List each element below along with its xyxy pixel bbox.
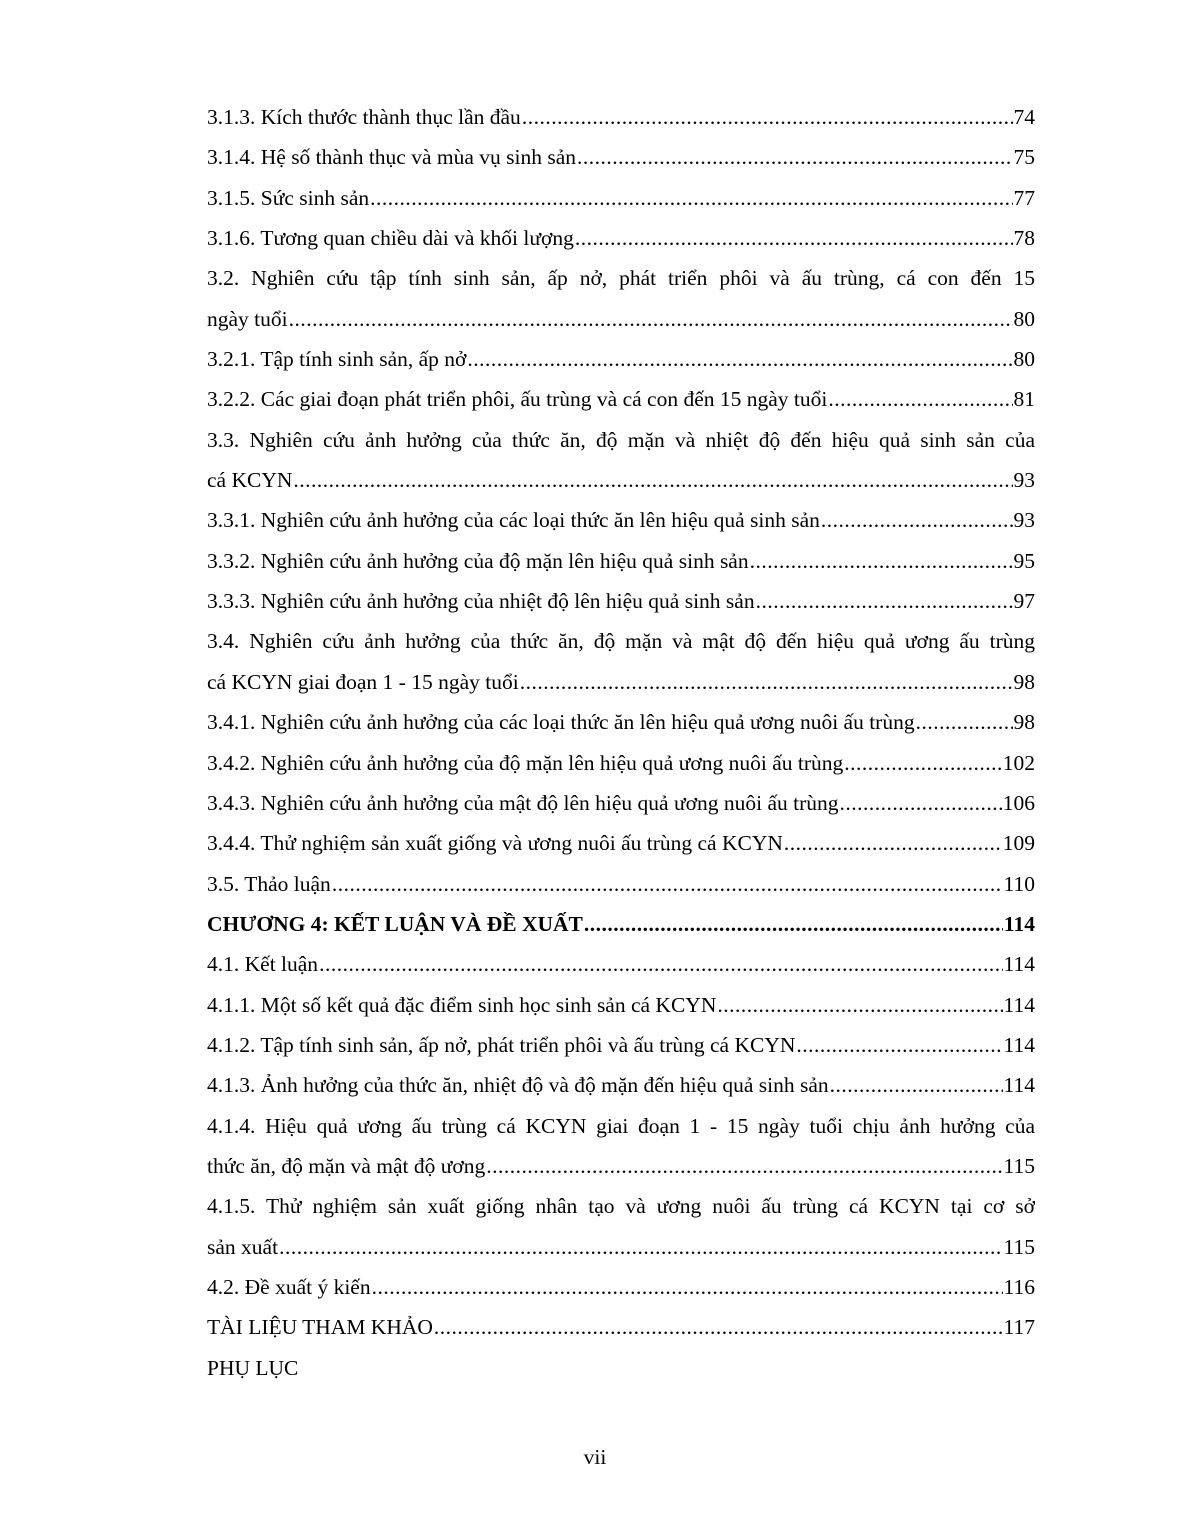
toc-page-number: 98 xyxy=(1013,710,1035,735)
toc-entry[interactable] xyxy=(207,218,1035,258)
toc-entry[interactable] xyxy=(207,944,1035,984)
toc-page-number: 80 xyxy=(1013,306,1035,331)
dot-leader xyxy=(916,702,1013,742)
dot-leader xyxy=(828,379,1012,419)
toc-entry-title: 3.4.3. Nghiên cứu ảnh hưởng của mật độ lên hiệu quả ương nuôi ấu trùng xyxy=(207,790,839,815)
dot-leader xyxy=(372,1267,1003,1307)
toc-entry[interactable] xyxy=(207,783,1035,823)
dot-leader xyxy=(289,299,1013,339)
toc-page-number: 75 xyxy=(1013,145,1035,170)
toc-entry-title: 4.2. Đề xuất ý kiến xyxy=(207,1274,371,1299)
toc-entry[interactable] xyxy=(207,621,1035,702)
dot-leader xyxy=(522,97,1013,137)
toc-entry[interactable] xyxy=(207,864,1035,904)
dot-leader xyxy=(467,339,1012,379)
toc-page-number: 95 xyxy=(1013,548,1035,573)
dot-leader xyxy=(830,1065,1003,1105)
toc-entry[interactable] xyxy=(207,1186,1035,1267)
dot-leader xyxy=(319,944,1002,984)
dot-leader xyxy=(332,864,1003,904)
toc-page-number: 98 xyxy=(1013,669,1035,694)
toc-entry-title: 3.2.2. Các giai đoạn phát triển phôi, ấu trùng và cá con đến 15 ngày tuổi xyxy=(207,387,828,412)
toc-entry-title: 3.3.2. Nghiên cứu ảnh hưởng của độ mặn lên hiệu quả sinh sản xyxy=(207,548,749,573)
dot-leader xyxy=(840,783,1002,823)
toc-entry-title: 3.5. Thảo luận xyxy=(207,871,331,896)
toc-entry[interactable] xyxy=(207,1348,1035,1388)
toc-entry[interactable] xyxy=(207,97,1035,137)
toc-entry-title: cá KCYN giai đoạn 1 - 15 ngày tuổi xyxy=(207,669,519,694)
dot-leader xyxy=(575,218,1013,258)
toc-entry[interactable] xyxy=(207,1267,1035,1307)
table-of-contents xyxy=(207,97,1035,1388)
toc-entry-title: 3.1.3. Kích thước thành thục lần đầu xyxy=(207,105,521,129)
toc-entry[interactable] xyxy=(207,743,1035,783)
toc-page-number: 115 xyxy=(1003,1234,1035,1259)
dot-leader xyxy=(584,904,1003,944)
toc-entry[interactable] xyxy=(207,1025,1035,1065)
toc-entry[interactable] xyxy=(207,420,1035,501)
toc-entry[interactable] xyxy=(207,379,1035,419)
toc-entry[interactable] xyxy=(207,137,1035,177)
dot-leader xyxy=(577,137,1012,177)
toc-entry-title: 3.2.1. Tập tính sinh sản, ấp nở xyxy=(207,347,467,372)
toc-entry[interactable] xyxy=(207,904,1035,944)
toc-page-number: 81 xyxy=(1013,387,1035,412)
toc-entry-title: 4.1. Kết luận xyxy=(207,952,319,977)
dot-leader xyxy=(434,1307,1003,1347)
toc-entry-title: 3.1.6. Tương quan chiều dài và khối lượng xyxy=(207,226,574,251)
toc-entry[interactable] xyxy=(207,339,1035,379)
dot-leader xyxy=(370,178,1012,218)
toc-entry-title: sản xuất xyxy=(207,1234,279,1259)
toc-page-number: 114 xyxy=(1003,952,1035,977)
toc-entry[interactable] xyxy=(207,985,1035,1025)
toc-entry-title: 4.1.2. Tập tính sinh sản, ấp nở, phát triển phôi và ấu trùng cá KCYN xyxy=(207,1032,796,1057)
dot-leader xyxy=(784,823,1002,863)
toc-entry-title: 3.4.4. Thử nghiệm sản xuất giống và ương nuôi ấu trùng cá KCYN xyxy=(207,831,783,856)
toc-entry-title: 4.1.3. Ảnh hưởng của thức ăn, nhiệt độ và độ mặn đến hiệu quả sinh sản xyxy=(207,1073,829,1098)
toc-entry-title: 4.1.5. Thử nghiệm sản xuất giống nhân tạo và ương nuôi ấu trùng cá KCYN tại cơ sở xyxy=(207,1194,1035,1219)
toc-page-number: 93 xyxy=(1013,508,1035,533)
toc-page-number: 116 xyxy=(1003,1274,1035,1299)
toc-page-number: 109 xyxy=(1002,831,1035,856)
toc-entry-title: 3.2. Nghiên cứu tập tính sinh sản, ấp nở, phát triển phôi và ấu trùng, cá con đến 15 xyxy=(207,266,1035,291)
toc-entry[interactable] xyxy=(207,541,1035,581)
toc-entry-title: 3.4. Nghiên cứu ảnh hưởng của thức ăn, độ mặn và mật độ đến hiệu quả ương ấu trùng xyxy=(207,629,1035,654)
toc-entry-title: 3.1.5. Sức sinh sản xyxy=(207,185,370,210)
toc-entry-title: ngày tuổi xyxy=(207,306,288,331)
toc-entry-title: PHỤ LỤC xyxy=(207,1355,299,1380)
toc-entry-title: cá KCYN xyxy=(207,468,293,493)
toc-entry[interactable] xyxy=(207,702,1035,742)
dot-leader xyxy=(486,1146,1002,1186)
toc-entry-title: 3.3.1. Nghiên cứu ảnh hưởng của các loại thức ăn lên hiệu quả sinh sản xyxy=(207,508,820,533)
toc-entry[interactable] xyxy=(207,823,1035,863)
toc-entry-title: 3.4.1. Nghiên cứu ảnh hưởng của các loại thức ăn lên hiệu quả ương nuôi ấu trùng xyxy=(207,710,915,735)
toc-entry-title: CHƯƠNG 4: KẾT LUẬN VÀ ĐỀ XUẤT xyxy=(207,911,583,936)
toc-entry[interactable] xyxy=(207,258,1035,339)
dot-leader xyxy=(717,985,1002,1025)
dot-leader xyxy=(750,541,1013,581)
toc-entry[interactable] xyxy=(207,1065,1035,1105)
dot-leader xyxy=(756,581,1013,621)
toc-page-number: 77 xyxy=(1013,185,1035,210)
toc-entry[interactable] xyxy=(207,1106,1035,1187)
dot-leader xyxy=(279,1227,1002,1267)
toc-entry-title: thức ăn, độ mặn và mật độ ương xyxy=(207,1153,486,1178)
toc-page-number: 117 xyxy=(1003,1315,1035,1340)
toc-page-number: 110 xyxy=(1003,871,1035,896)
toc-entry-title: 3.3. Nghiên cứu ảnh hưởng của thức ăn, độ mặn và nhiệt độ đến hiệu quả sinh sản của xyxy=(207,427,1035,452)
toc-entry[interactable] xyxy=(207,178,1035,218)
toc-entry-title: 4.1.1. Một số kết quả đặc điểm sinh học sinh sản cá KCYN xyxy=(207,992,717,1017)
dot-leader xyxy=(796,1025,1002,1065)
toc-page-number: 114 xyxy=(1003,1032,1035,1057)
toc-page-number: 97 xyxy=(1013,589,1035,614)
toc-entry-title: 3.3.3. Nghiên cứu ảnh hưởng của nhiệt độ lên hiệu quả sinh sản xyxy=(207,589,755,614)
toc-page-number: 106 xyxy=(1002,790,1035,815)
toc-entry-title: 4.1.4. Hiệu quả ương ấu trùng cá KCYN giai đoạn 1 - 15 ngày tuổi chịu ảnh hưởng của xyxy=(207,1113,1035,1138)
toc-entry-title: 3.4.2. Nghiên cứu ảnh hưởng của độ mặn lên hiệu quả ương nuôi ấu trùng xyxy=(207,750,844,775)
toc-page-number: 93 xyxy=(1013,468,1035,493)
toc-page-number: 114 xyxy=(1003,1073,1035,1098)
toc-page-number: 80 xyxy=(1013,347,1035,372)
toc-entry-title: TÀI LIỆU THAM KHẢO xyxy=(207,1315,433,1340)
toc-entry[interactable] xyxy=(207,500,1035,540)
dot-leader xyxy=(844,743,1001,783)
toc-entry[interactable] xyxy=(207,581,1035,621)
toc-entry-title: 3.1.4. Hệ số thành thục và mùa vụ sinh sản xyxy=(207,145,577,170)
dot-leader xyxy=(821,500,1013,540)
toc-page-number: 115 xyxy=(1003,1153,1035,1178)
page-number: vii xyxy=(583,1445,607,1469)
toc-page-number: 114 xyxy=(1003,992,1035,1017)
dot-leader xyxy=(520,662,1013,702)
toc-page-number: 114 xyxy=(1003,911,1035,936)
toc-page-number: 102 xyxy=(1002,750,1035,775)
dot-leader xyxy=(293,460,1012,500)
toc-page-number: 78 xyxy=(1013,226,1035,251)
toc-page-number: 74 xyxy=(1013,105,1035,129)
toc-entry[interactable] xyxy=(207,1307,1035,1347)
